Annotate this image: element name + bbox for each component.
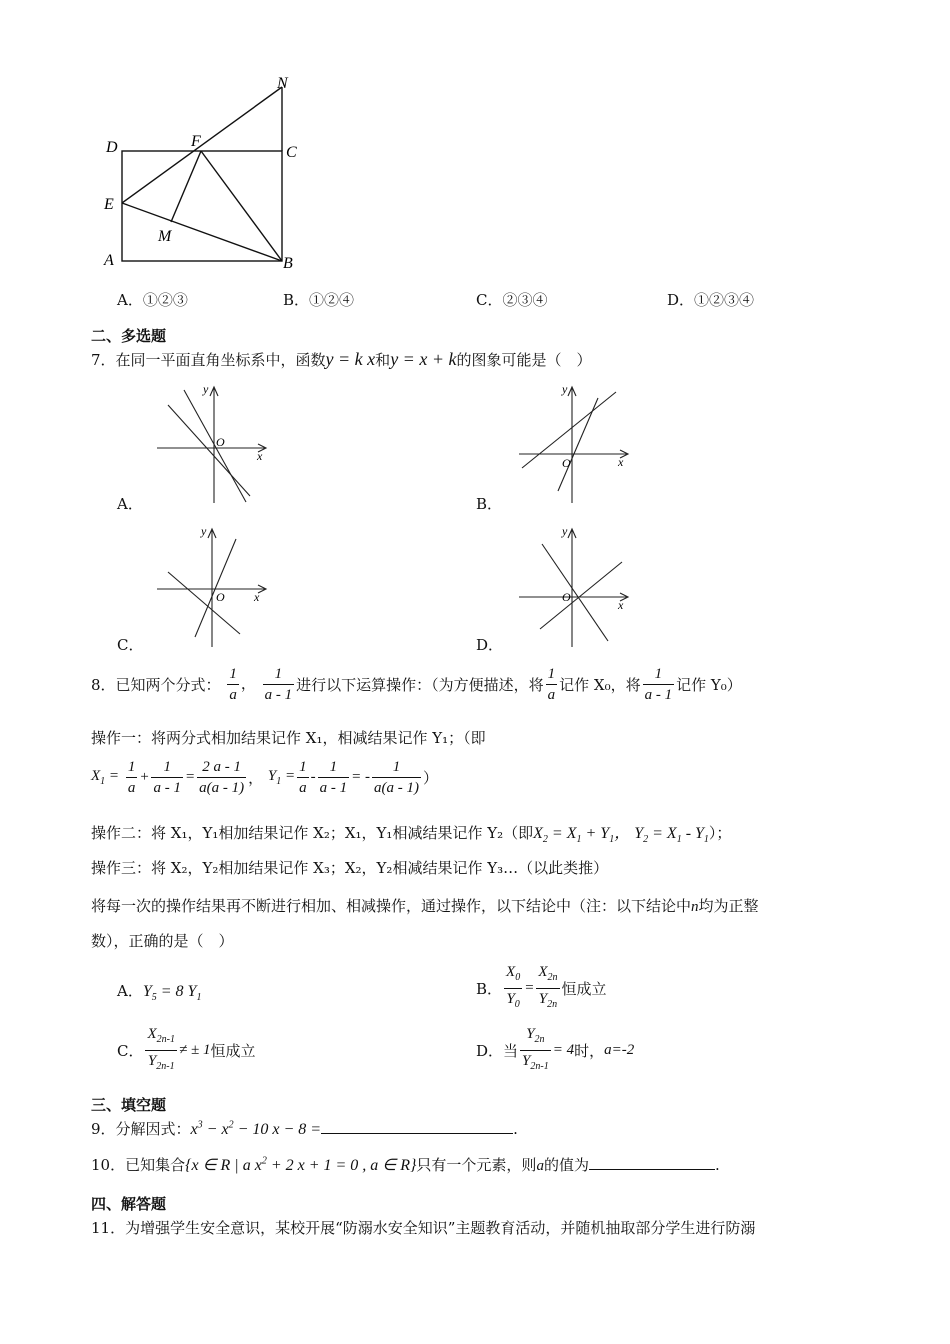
q7-option-a[interactable]: A． (117, 495, 143, 513)
q8-option-d[interactable]: D．当 $\frac{Y_{2n}}{Y_{2n-1}}$ = 4时，a=-2 (476, 1026, 635, 1072)
svg-text:x: x (618, 455, 624, 469)
svg-text:y: y (562, 382, 568, 396)
segment-en (122, 87, 282, 203)
q6-option-c[interactable]: C．②③④ (476, 291, 548, 309)
label-n: N (277, 75, 288, 92)
svg-text:x: x (257, 449, 263, 463)
label-e: E (104, 196, 114, 213)
q8-operation-3: 操作三：将 X₂，Y₂相加结果记作 X₃；X₂，Y₂相减结果记作 Y₃…（以此类推） (91, 859, 609, 877)
rectangle-abcd (122, 151, 282, 261)
q9-answer-blank[interactable] (321, 1133, 513, 1134)
section-heading-solutions: 四、解答题 (91, 1195, 167, 1213)
q7-graph-c[interactable] (150, 522, 275, 652)
label-a: A (104, 252, 114, 269)
q8-option-b[interactable]: B． $\frac{X_0}{Y_0}$ = $\frac{X_{2n}}{Y_{2n}}$ 恒成立 (476, 964, 607, 1010)
q7-graph-b[interactable] (512, 378, 637, 508)
q7-stem: 7．在同一平面直角坐标系中，函数y = k x和y = x + k的图象可能是（ ） (91, 349, 592, 369)
svg-text:y: y (201, 524, 207, 538)
q7-graph-a[interactable] (150, 378, 275, 508)
q8-question: 数），正确的是（ ） (91, 932, 234, 950)
svg-text:y: y (562, 524, 568, 538)
q8-stem: 8．已知两个分式： $\frac{1}{a}$ ， $\frac{1}{a - 1}$ 进行以下运算操作：（为方便描述，将 $\frac{1}{a}$ 记作 X₀，将 $\frac{1}{a - 1}$ 记作 Y₀） (91, 666, 742, 703)
q8-operation-1: 操作一：将两分式相加结果记作 X₁，相减结果记作 Y₁；（即 (91, 729, 486, 747)
svg-text:y: y (203, 382, 209, 396)
q8-operation-2: 操作二：将 X₁，Y₁相加结果记作 X₂；X₁，Y₁相减结果记作 Y₂（即$X_2 = X_1 + Y_1$， $Y_2 = X_1 - Y_1$）； (91, 824, 732, 846)
q10-answer-blank[interactable] (589, 1169, 715, 1170)
q10: 10．已知集合{x ∈ R | a $x^2 + 2$ x + 1 = 0 , a ∈ R}只有一个元素，则a的值为 . (91, 1155, 720, 1174)
q8-note: 将每一次的操作结果再不断进行相加、相减操作，通过操作，以下结论中（注：以下结论中n均为正整 (91, 897, 759, 915)
section-heading-multi-choice: 二、多选题 (91, 327, 167, 345)
segment-eb (122, 203, 282, 261)
label-d: D (106, 139, 118, 156)
q6-option-d[interactable]: D．①②③④ (667, 291, 755, 309)
svg-text:O: O (216, 435, 225, 449)
label-c: C (286, 144, 297, 161)
segment-fb (201, 151, 282, 261)
label-b: B (283, 255, 293, 272)
q7-option-b[interactable]: B． (476, 495, 503, 513)
svg-text:O: O (216, 590, 225, 604)
q6-option-b[interactable]: B．①②④ (283, 291, 355, 309)
q7-option-c[interactable]: C． (117, 636, 144, 654)
svg-text:O: O (562, 456, 571, 470)
q6-option-a[interactable]: A．①②③ (117, 291, 188, 309)
q9: 9．分解因式：$x^3 - x^2 - 10$ x − 8 = . (91, 1119, 518, 1138)
svg-text:x: x (254, 590, 260, 604)
label-m: M (158, 228, 172, 245)
q7-graph-d[interactable] (512, 522, 637, 652)
q8-operation-1-formula: $X_1$ = $\frac{1}{a}$ + $\frac{1}{a - 1}$ = $\frac{2 a - 1}{a(a - 1)}$ ， $Y_1$ = $\frac{1}{a}$ - $\frac{1}{a - 1}$ = - $\frac{1}{a(a - 1)}$ ） (91, 759, 438, 796)
svg-text:x: x (618, 598, 624, 612)
label-f: F (191, 133, 201, 150)
q8-option-c[interactable]: C． $\frac{X_{2n-1}}{Y_{2n-1}}$ ≠ ± 1恒成立 (117, 1026, 256, 1072)
svg-text:O: O (562, 590, 571, 604)
q11-stem: 11．为增强学生安全意识，某校开展“防溺水安全知识”主题教育活动，并随机抽取部分学生进行防溺 (91, 1219, 756, 1237)
q8-option-a[interactable]: A．$Y_5 = 8$ $Y_1$ (117, 982, 202, 1004)
segment-fm (171, 151, 201, 222)
q7-option-d[interactable]: D． (476, 636, 504, 654)
geometry-figure (95, 72, 315, 277)
section-heading-fill-blank: 三、填空题 (91, 1096, 167, 1114)
